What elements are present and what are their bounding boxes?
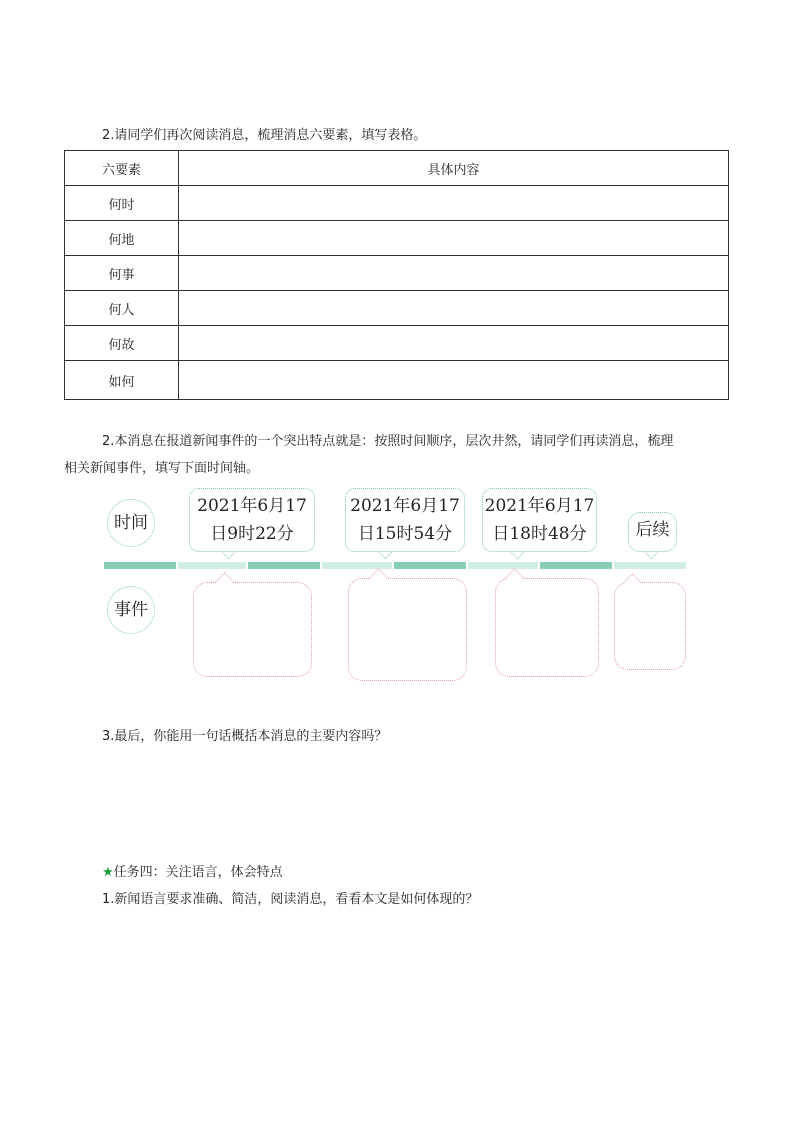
question-six-elements: 2.请同学们再次阅读消息，梳理消息六要素，填写表格。 — [102, 128, 427, 143]
star-icon: ★ — [102, 865, 114, 880]
row-label: 何事 — [65, 256, 179, 291]
timeline-segment — [394, 562, 466, 569]
time-line: 后续 — [635, 520, 670, 540]
timeline-segment — [104, 562, 176, 569]
table-header-cell: 六要素 — [65, 151, 179, 186]
time-box-body — [345, 488, 465, 552]
event-box-body[interactable] — [348, 578, 467, 681]
time-line: 2021年6月17 — [350, 496, 460, 516]
event-box-body[interactable] — [193, 582, 312, 677]
table-row — [65, 326, 729, 361]
table-row — [65, 186, 729, 221]
event-label-circle: 事件 — [107, 586, 155, 634]
task4-title: 任务四：关注语言，体会特点 — [113, 865, 283, 880]
time-line: 日18时48分 — [492, 524, 587, 544]
timeline-segment — [248, 562, 320, 569]
question-line: 相关新闻事件，填写下面时间轴。 — [64, 461, 260, 476]
timeline-segment — [178, 562, 246, 569]
table-row — [65, 256, 729, 291]
row-content-cell[interactable] — [179, 256, 729, 291]
time-line: 2021年6月17 — [484, 496, 595, 516]
question-summary: 3.最后，你能用一句话概括本消息的主要内容吗？ — [102, 729, 388, 744]
row-label: 何故 — [65, 326, 179, 361]
timeline-segment — [322, 562, 392, 569]
table-header-cell: 具体内容 — [179, 151, 729, 186]
event-box-body[interactable] — [495, 578, 599, 677]
timeline-segment — [540, 562, 612, 569]
timeline-segment — [614, 562, 686, 569]
task4-heading — [102, 861, 283, 880]
time-box-body — [189, 488, 315, 552]
question-language: 1.新闻语言要求准确、简洁，阅读消息，看看本文是如何体现的？ — [102, 892, 479, 907]
table-header-row — [65, 151, 729, 186]
time-label-circle: 时间 — [107, 499, 155, 547]
row-content-cell[interactable] — [179, 186, 729, 221]
row-label: 何人 — [65, 291, 179, 326]
row-content-cell[interactable] — [179, 326, 729, 361]
timeline-segment — [468, 562, 538, 569]
question-line: 2.本消息在报道新闻事件的一个突出特点就是：按照时间顺序，层次井然，请同学们再读消息，梳理 — [102, 434, 674, 449]
event-box-body[interactable] — [614, 582, 686, 670]
row-content-cell[interactable] — [179, 361, 729, 400]
table-row — [65, 221, 729, 256]
time-box-body — [628, 512, 677, 552]
row-label: 何时 — [65, 186, 179, 221]
row-content-cell[interactable] — [179, 291, 729, 326]
six-elements-table — [64, 150, 729, 400]
time-line: 日9时22分 — [210, 524, 294, 544]
time-line: 2021年6月17 — [197, 496, 307, 516]
time-line: 日15时54分 — [357, 524, 453, 544]
row-content-cell[interactable] — [179, 221, 729, 256]
question-timeline — [64, 428, 729, 482]
row-label: 如何 — [65, 361, 179, 400]
table-row — [65, 361, 729, 400]
row-label: 何地 — [65, 221, 179, 256]
time-box-body — [482, 488, 597, 552]
table-row — [65, 291, 729, 326]
